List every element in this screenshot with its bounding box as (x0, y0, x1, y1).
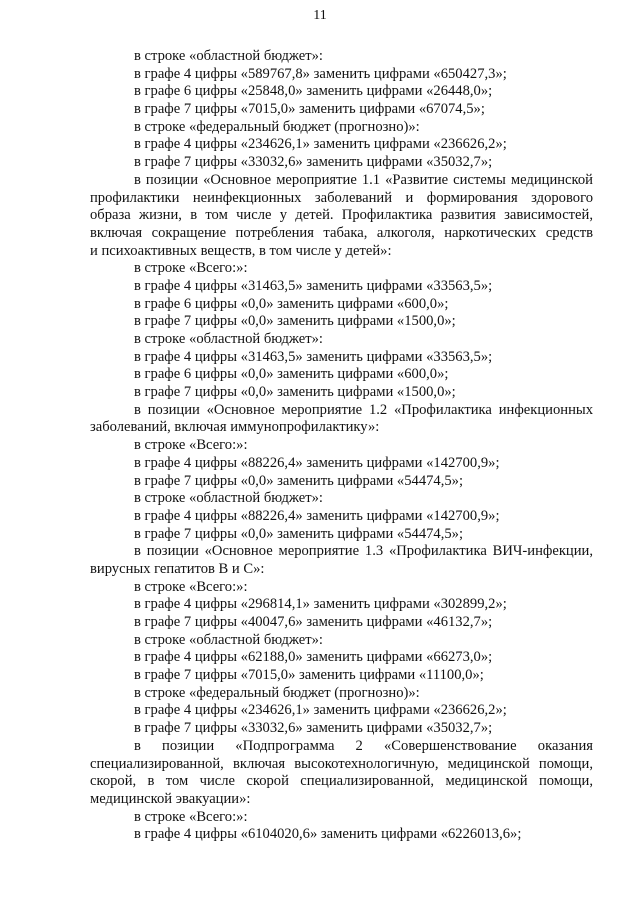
text-line: образа жизни, в том числе у детей. Профилактика развития зависимостей, (90, 207, 593, 224)
text-line: в строке «областной бюджет»: (134, 490, 323, 507)
text-line: в строке «Всего:»: (134, 578, 248, 595)
text-line: заболеваний, включая иммунопрофилактику»: (90, 419, 380, 436)
text-line: в позиции «Подпрограмма 2 «Совершенствование оказания (134, 737, 593, 754)
text-line: в графе 4 цифры «6104020,6» заменить цифрами «6226013,6»; (134, 826, 522, 843)
text-line: в графе 6 цифры «25848,0» заменить цифрами «26448,0»; (134, 83, 493, 100)
text-line: в позиции «Основное мероприятие 1.3 «Профилактика ВИЧ-инфекции, (134, 543, 593, 560)
text-line: вирусных гепатитов В и С»: (90, 560, 265, 577)
text-line: в строке «областной бюджет»: (134, 331, 323, 347)
text-line: в графе 7 цифры «0,0» заменить цифрами «1500,0»; (134, 384, 456, 401)
text-line: в строке «областной бюджет»: (134, 48, 323, 64)
text-line: и психоактивных веществ, в том числе у детей»: (90, 242, 392, 259)
text-line: в строке «Всего:»: (134, 260, 248, 277)
text-line: в графе 6 цифры «0,0» заменить цифрами «600,0»; (134, 366, 449, 383)
text-line: включая сокращение потребления табака, алкоголя, наркотических средств (90, 224, 593, 241)
text-line: в графе 7 цифры «0,0» заменить цифрами «54474,5»; (134, 525, 464, 542)
text-line: в графе 7 цифры «33032,6» заменить цифрами «35032,7»; (134, 154, 493, 171)
text-line: в графе 7 цифры «33032,6» заменить цифрами «35032,7»; (134, 720, 493, 737)
text-line: в графе 4 цифры «296814,1» заменить цифрами «302899,2»; (134, 596, 507, 613)
text-line: в графе 7 цифры «0,0» заменить цифрами «1500,0»; (134, 313, 456, 330)
text-line: в графе 4 цифры «88226,4» заменить цифрами «142700,9»; (134, 454, 500, 471)
text-line: в графе 7 цифры «7015,0» заменить цифрами «67074,5»; (134, 101, 485, 118)
text-line: в графе 7 цифры «40047,6» заменить цифрами «46132,7»; (134, 614, 493, 630)
text-line: в графе 4 цифры «31463,5» заменить цифрами «33563,5»; (134, 277, 493, 294)
text-line: в графе 4 цифры «234626,1» заменить цифрами «236626,2»; (134, 702, 507, 719)
text-line: в строке «областной бюджет»: (134, 631, 323, 648)
text-line: в графе 7 цифры «7015,0» заменить цифрами «11100,0»; (134, 667, 484, 684)
text-line: в строке «федеральный бюджет (прогнозно)»: (134, 118, 420, 135)
text-line: в строке «Всего:»: (134, 808, 248, 825)
text-line: в графе 4 цифры «62188,0» заменить цифрами «66273,0»; (134, 649, 493, 666)
text-line: профилактики неинфекционных заболеваний и формирования здорового (90, 189, 593, 206)
text-line: в графе 4 цифры «589767,8» заменить цифрами «650427,3»; (134, 65, 507, 82)
text-line: скорой, в том числе скорой специализированной, медицинской помощи, (90, 773, 593, 790)
text-line: в графе 7 цифры «0,0» заменить цифрами «54474,5»; (134, 472, 464, 489)
document-body (90, 48, 593, 844)
text-line: в позиции «Основное мероприятие 1.2 «Профилактика инфекционных (134, 401, 593, 418)
text-line: специализированной, включая высокотехнологичную, медицинской помощи, (90, 755, 593, 772)
text-line: медицинской эвакуации»: (90, 790, 251, 807)
text-line: в графе 4 цифры «88226,4» заменить цифрами «142700,9»; (134, 507, 500, 524)
text-line: в графе 4 цифры «234626,1» заменить цифрами «236626,2»; (134, 136, 507, 153)
text-line: в строке «федеральный бюджет (прогнозно)»: (134, 684, 420, 701)
text-line: в позиции «Основное мероприятие 1.1 «Развитие системы медицинской (134, 171, 593, 188)
page-number: 11 (313, 8, 327, 23)
text-line: в строке «Всего:»: (134, 437, 248, 454)
text-line: в графе 4 цифры «31463,5» заменить цифрами «33563,5»; (134, 348, 493, 365)
text-line: в графе 6 цифры «0,0» заменить цифрами «600,0»; (134, 295, 449, 312)
